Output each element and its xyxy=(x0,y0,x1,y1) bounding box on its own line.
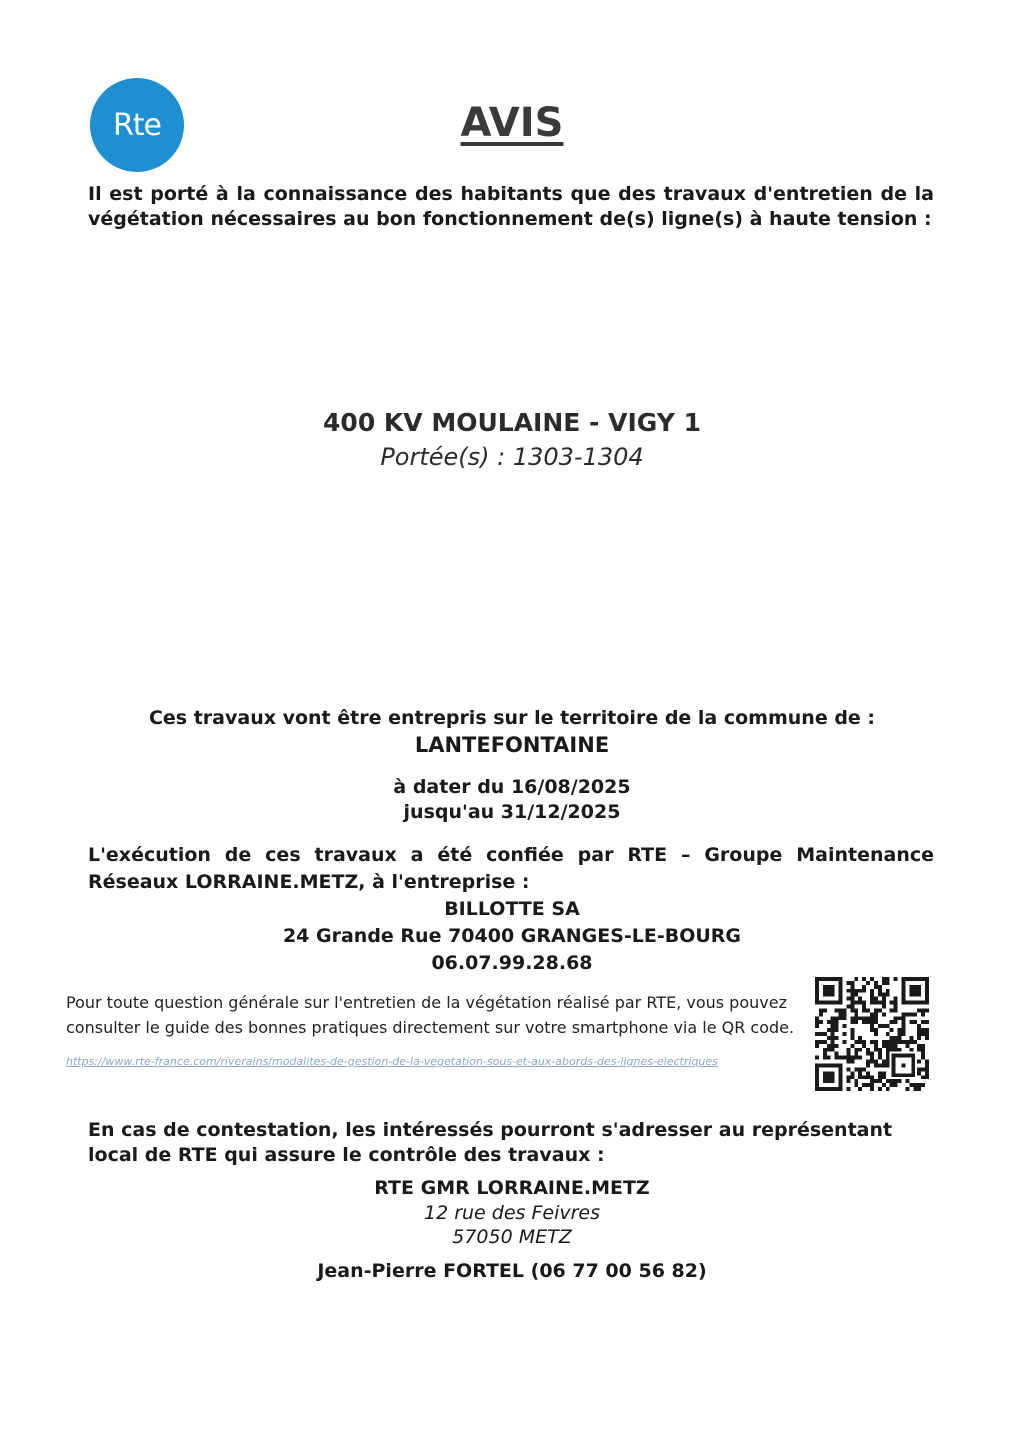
power-line-spans: Portée(s) : 1303-1304 xyxy=(380,443,644,471)
date-to: jusqu'au 31/12/2025 xyxy=(403,801,621,823)
execution-paragraph: L'exécution de ces travaux a été confiée par RTE – Groupe Maintenance Réseaux LORRAINE.METZ, à l'entreprise : xyxy=(88,844,934,893)
commune-name: LANTEFONTAINE xyxy=(414,733,610,757)
intro-paragraph: Il est porté à la connaissance des habitants que des travaux d'entretien de la végétation nécessaires au bon fonctionnement de(s) ligne(s) à haute tension : xyxy=(88,183,934,230)
power-line-name: 400 KV MOULAINE - VIGY 1 xyxy=(323,408,701,437)
qr-code-icon[interactable] xyxy=(815,977,929,1091)
works-intro: Ces travaux vont être entrepris sur le territoire de la commune de : xyxy=(148,707,876,729)
contractor-name: BILLOTTE SA xyxy=(444,898,580,920)
rte-office-city: 57050 METZ xyxy=(452,1226,572,1248)
contestation-paragraph: En cas de contestation, les intéressés pourront s'adresser au représentant local de RTE qui assure le contrôle des travaux : xyxy=(88,1119,893,1166)
info-paragraph: Pour toute question générale sur l'entretien de la végétation réalisé par RTE, vous pouvez consulter le guide des bonnes pratiques directement sur votre smartphone via le QR code. xyxy=(66,993,795,1037)
rte-office-name: RTE GMR LORRAINE.METZ xyxy=(374,1177,650,1199)
notice-title: AVIS xyxy=(460,100,564,146)
contractor-phone: 06.07.99.28.68 xyxy=(431,952,593,974)
date-from: à dater du 16/08/2025 xyxy=(393,776,631,798)
guide-link[interactable]: https://www.rte-france.com/riverains/modalites-de-gestion-de-la-vegetation-sous-et-aux-abords-des-lignes-electriques xyxy=(66,1055,718,1068)
rte-logo-text: Rte xyxy=(112,107,162,143)
rte-contact-person: Jean-Pierre FORTEL (06 77 00 56 82) xyxy=(317,1260,707,1282)
contractor-address: 24 Grande Rue 70400 GRANGES-LE-BOURG xyxy=(282,925,742,947)
rte-office-street: 12 rue des Feivres xyxy=(423,1202,601,1224)
